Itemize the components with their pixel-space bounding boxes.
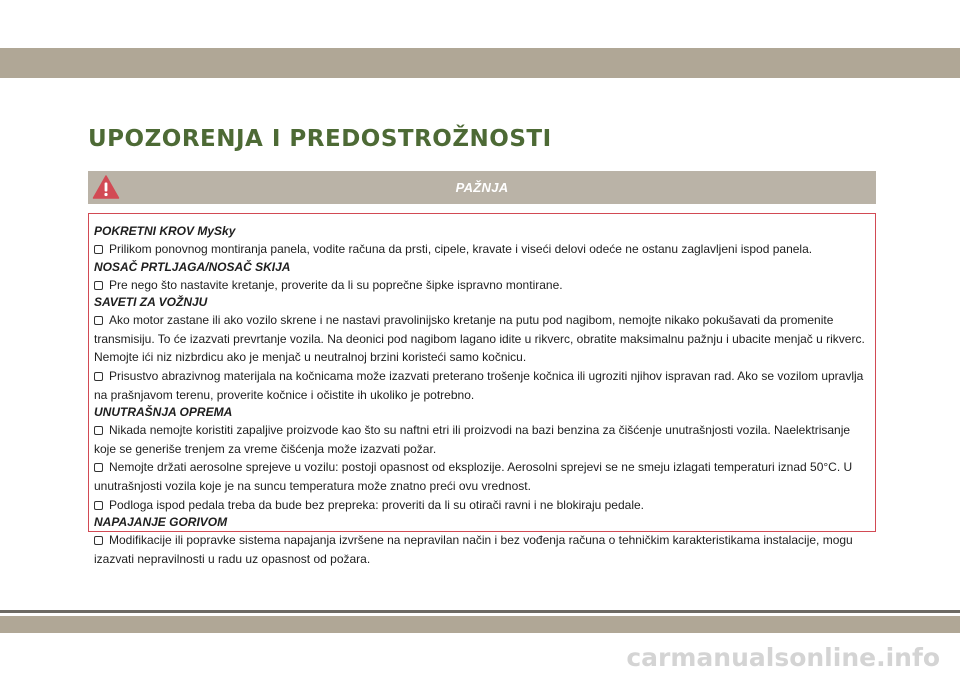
list-item: [94, 421, 870, 458]
list-item-text: Modifikacije ili popravke sistema napajanja izvršene na nepravilan način i bez vođenja računa o tehničkim karakteristikama instalacije, mogu izazvati nepravilnosti u radu uz opasnost od požara.: [94, 533, 853, 566]
list-item-text: Nikada nemojte koristiti zapaljive proizvode kao što su naftni etri ili proizvodi na bazi benzina za čišćenje unutrašnjosti vozila. Naelektrisanje koje se generiše trenjem za vreme čišćenja može izazvati požar.: [94, 423, 851, 456]
warning-header: [88, 171, 876, 204]
checkbox-bullet-icon: [94, 316, 103, 325]
section-heading: UNUTRAŠNJA OPREMA: [94, 405, 233, 420]
list-item: [94, 496, 870, 515]
warning-label: PAŽNJA: [455, 180, 509, 195]
bottom-decorative-band: [0, 616, 960, 633]
section-heading: POKRETNI KROV MySky: [94, 224, 236, 238]
checkbox-bullet-icon: [94, 536, 103, 545]
checkbox-bullet-icon: [94, 463, 103, 472]
list-item-text: Nemojte držati aerosolne sprejeve u vozilu: postoji opasnost od eksplozije. Aerosolni sprejevi se ne smeju izlagati temperaturi iznad 50°C. U unutrašnjosti vozila koje je na suncu temperatura može znatno preći ovu vrednost.: [94, 460, 853, 493]
checkbox-bullet-icon: [94, 501, 103, 510]
list-item: [94, 311, 870, 367]
section-heading: NAPAJANJE GORIVOM: [94, 515, 228, 530]
checkbox-bullet-icon: [94, 372, 103, 381]
top-decorative-band: [0, 48, 960, 78]
page-title: UPOZORENJA I PREDOSTROŽNOSTI: [88, 126, 552, 152]
list-item-text: Prilikom ponovnog montiranja panela, vodite računa da prsti, cipele, kravate i viseći delovi odeće ne ostanu zaglavljeni ispod panela.: [109, 242, 813, 256]
list-item: [94, 276, 870, 295]
list-item: [94, 367, 870, 404]
list-item: [94, 240, 870, 259]
section-heading: SAVETI ZA VOŽNJU: [94, 295, 208, 310]
list-item: [94, 531, 870, 568]
list-item-text: Prisustvo abrazivnog materijala na kočnicama može izazvati preterano trošenje kočnica ili ugroziti njihov ispravan rad. Ako se vozilom upravlja na prašnjavom terenu, proverite kočnice i očistite ih ukoliko je potrebno.: [94, 368, 864, 402]
list-item: [94, 458, 870, 495]
bottom-divider: [0, 610, 960, 613]
checkbox-bullet-icon: [94, 281, 103, 290]
warning-box: [88, 213, 876, 566]
watermark: carmanualsonline.info: [626, 643, 940, 672]
list-item-text: Pre nego što nastavite kretanje, proverite da li su poprečne šipke ispravno montirane.: [109, 277, 563, 292]
checkbox-bullet-icon: [94, 245, 103, 254]
section-heading: NOSAČ PRTLJAGA/NOSAČ SKIJA: [94, 259, 291, 274]
list-item-text: Podloga ispod pedala treba da bude bez prepreka: proveriti da li su otirači ravni i ne blokiraju pedale.: [109, 497, 645, 512]
list-item-text: Ako motor zastane ili ako vozilo skrene i ne nastavi pravolinijsko kretanje na putu pod nagibom, nemojte nikako pokušavati da promenite transmisiju. To će izazvati prevrtanje vozila. Na deonici pod nagibom lagano idite u rikverc, obratite maksimalnu pažnju i ubacite menjač u rikverc. Nemojte ići niz nizbrdicu ako je menjač u neutralnoj brzini koristeći samo kočnicu.: [94, 313, 865, 365]
checkbox-bullet-icon: [94, 426, 103, 435]
